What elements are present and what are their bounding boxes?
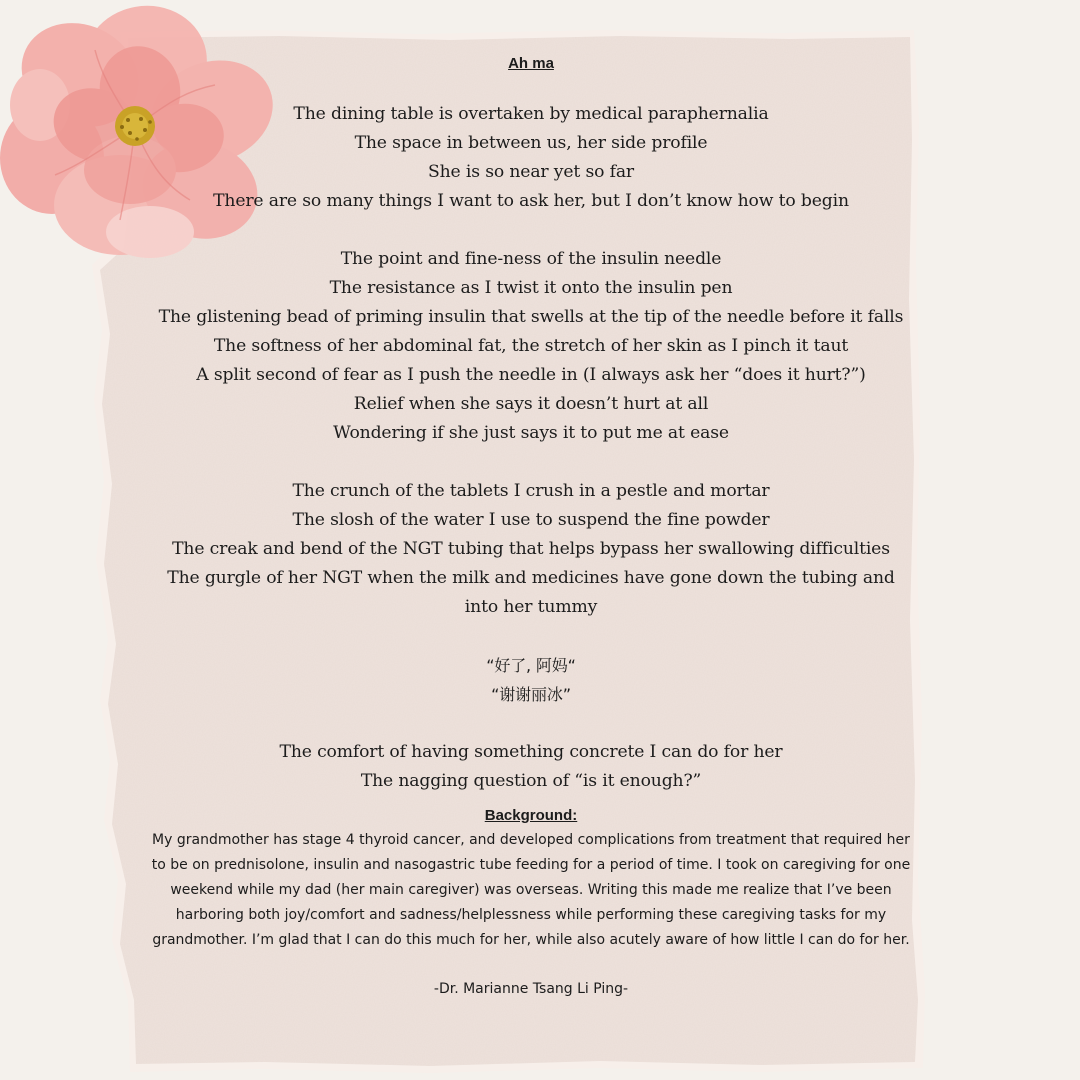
background-heading: Background: bbox=[484, 807, 578, 824]
poem-line: The point and fine-ness of the insulin needle bbox=[340, 249, 722, 269]
poem-line: The creak and bend of the NGT tubing that helps bypass her swallowing difficulties bbox=[172, 539, 890, 559]
poem-line-chinese: “谢谢丽冰” bbox=[491, 685, 571, 704]
poem-line: Wondering if she just says it to put me at ease bbox=[333, 423, 729, 443]
poem-line: The crunch of the tablets I crush in a pestle and mortar bbox=[292, 481, 770, 501]
poem-line: The resistance as I twist it onto the insulin pen bbox=[329, 278, 733, 298]
poem-stanza bbox=[150, 245, 912, 448]
poem-line: The dining table is overtaken by medical paraphernalia bbox=[293, 104, 769, 124]
poem-stanza bbox=[150, 738, 912, 796]
poem-stanza bbox=[150, 477, 912, 622]
author-signature: -Dr. Marianne Tsang Li Ping- bbox=[433, 981, 629, 997]
poem-line: A split second of fear as I push the needle in (I always ask her “does it hurt?”) bbox=[196, 365, 866, 385]
poem-title: Ah ma bbox=[508, 55, 554, 72]
poem-line: There are so many things I want to ask her, but I don’t know how to begin bbox=[213, 191, 849, 211]
poem-stanza-chinese bbox=[150, 651, 912, 709]
poem-line: Relief when she says it doesn’t hurt at all bbox=[353, 394, 709, 414]
poem-line-chinese: “好了, 阿妈“ bbox=[486, 656, 576, 675]
background-paragraph: My grandmother has stage 4 thyroid cancer, and developed complications from treatment that required her to be on prednisolone, insulin and nasogastric tube feeding for a period of time. I took on caregiving for one weekend while my dad (her main caregiver) was overseas. Writing this made me realize that I’ve been harboring both joy/comfort and sadness/helplessness while performing these caregiving tasks for my grandmother. I’m glad that I can do this much for her, while also acutely aware of how little I can do for her. bbox=[151, 832, 911, 948]
poem-line: The glistening bead of priming insulin that swells at the tip of the needle before it falls bbox=[158, 307, 904, 327]
poem-line: The slosh of the water I use to suspend the fine powder bbox=[292, 510, 770, 530]
poem-line: The nagging question of “is it enough?” bbox=[360, 771, 702, 791]
poem-line: She is so near yet so far bbox=[427, 162, 635, 182]
poem-line: The comfort of having something concrete I can do for her bbox=[279, 742, 783, 762]
poem-line: The space in between us, her side profile bbox=[354, 133, 708, 153]
poem-line: The gurgle of her NGT when the milk and medicines have gone down the tubing and into her tummy bbox=[167, 568, 895, 617]
poem-stanza bbox=[150, 100, 912, 216]
poem-line: The softness of her abdominal fat, the stretch of her skin as I pinch it taut bbox=[213, 336, 849, 356]
document-content bbox=[150, 51, 912, 999]
